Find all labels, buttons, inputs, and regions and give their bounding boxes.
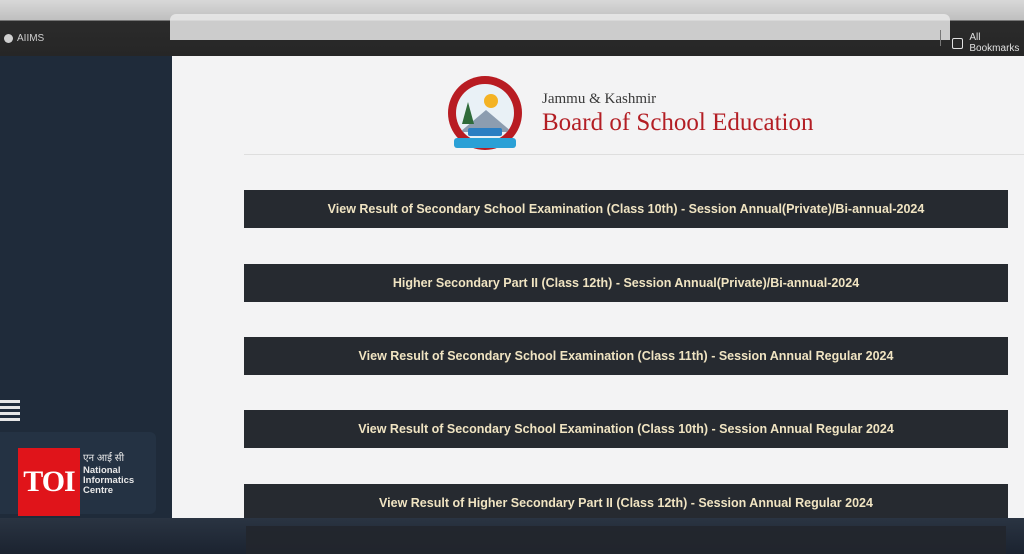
result-link-class12-regular[interactable]: View Result of Higher Secondary Part II (Class 12th) - Session Annual Regular 2024 [244, 484, 1008, 522]
bookmark-aiims-label: AIIMS [17, 33, 45, 44]
browser-tab-strip[interactable] [170, 14, 950, 40]
bookmark-aiims[interactable] [4, 33, 44, 44]
result-link-cutoff[interactable] [246, 526, 1006, 554]
result-link-class10-private[interactable]: View Result of Secondary School Examination (Class 10th) - Session Annual(Private)/Bi-annual-2024 [244, 190, 1008, 228]
all-bookmarks-label: All Bookmarks [969, 32, 1020, 54]
all-bookmarks-button[interactable] [952, 32, 1024, 54]
board-subtitle: Jammu & Kashmir [542, 90, 657, 107]
board-name: Board of School Education [542, 108, 814, 136]
nic-line-1: National [83, 465, 121, 476]
nic-logo-icon [0, 400, 20, 428]
result-link-class12-private[interactable]: Higher Secondary Part II (Class 12th) - Session Annual(Private)/Bi-annual-2024 [244, 264, 1008, 302]
result-link-class10-regular[interactable]: View Result of Secondary School Examination (Class 10th) - Session Annual Regular 2024 [244, 410, 1008, 448]
folder-icon [952, 38, 963, 49]
nic-line-3: Centre [83, 485, 114, 496]
jkbose-emblem-icon [448, 76, 522, 150]
nic-label [83, 454, 134, 496]
board-title [542, 91, 813, 136]
browser-bar [0, 0, 1024, 56]
bookmark-divider [940, 30, 941, 46]
result-link-class11-regular[interactable]: View Result of Secondary School Examination (Class 11th) - Session Annual Regular 2024 [244, 337, 1008, 375]
bottom-strip [0, 518, 1024, 554]
toi-watermark-logo: TOI [18, 448, 80, 516]
site-icon [4, 34, 13, 43]
nic-line-2: Informatics [83, 475, 135, 486]
nic-hindi-label: एन आई सी [83, 453, 125, 464]
page-header [448, 68, 813, 158]
main-content [172, 56, 1024, 518]
header-divider [244, 154, 1024, 155]
